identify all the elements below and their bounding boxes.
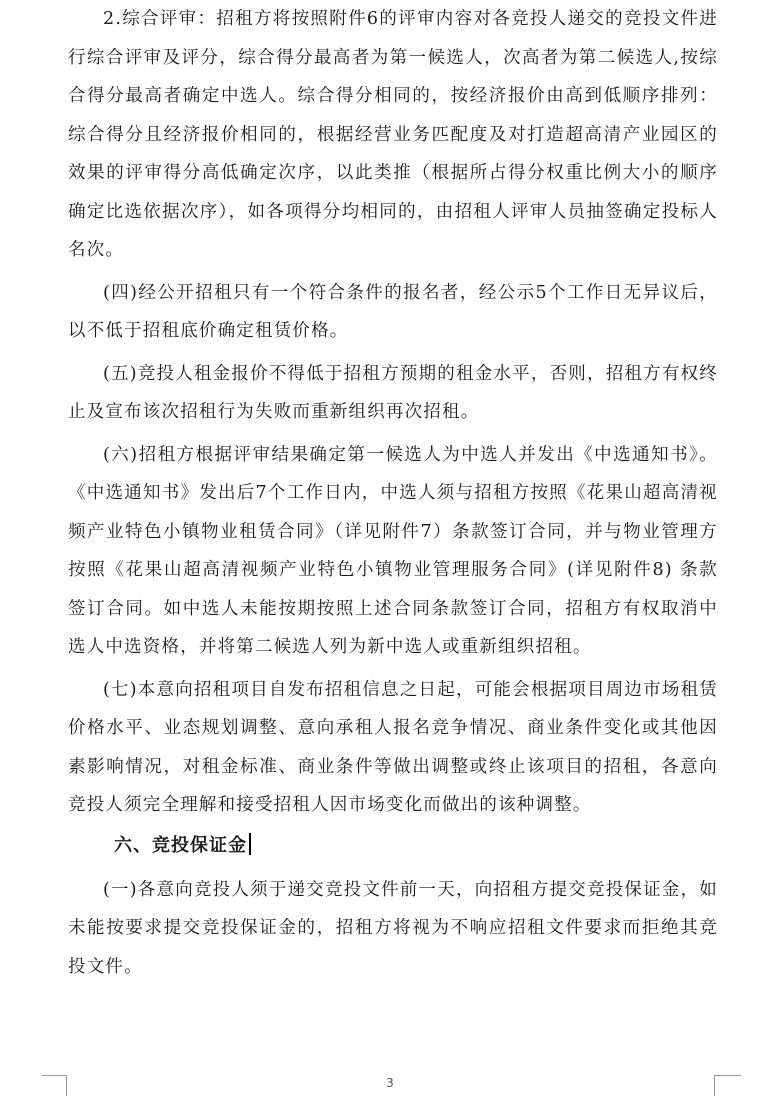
paragraph-item-4: (四)经公开招租只有一个符合条件的报名者，经公示5个工作日无异议后，以不低于招租底价确定租赁价格。 [68, 282, 718, 341]
page-number: 3 [386, 1076, 394, 1090]
document-body[interactable] [68, 0, 718, 986]
section-heading-text: 六、竞投保证金 [114, 834, 247, 856]
section-heading [68, 827, 718, 865]
paragraph-item-5: (五)竞投人租金报价不得低于招租方预期的租金水平，否则，招租方有权终止及宣布该次招租行为失败而重新组织再次招租。 [68, 363, 718, 422]
paragraph-item-7: (七)本意向招租项目自发布招租信息之日起，可能会根据项目周边市场租赁价格水平、业态规划调整、意向承租人报名竞争情况、商业条件变化或其他因素影响情况，对租金标准、商业条件等做出调整或终止该项目的招租，各意向竞投人须完全理解和接受招租人因市场变化而做出的该种调整。 [68, 679, 718, 815]
paragraph-comprehensive-review: 2.综合评审：招租方将按照附件6的评审内容对各竞投人递交的竞投文件进行综合评审及评分，综合得分最高者为第一候选人，次高者为第二候选人,按综合得分最高者确定中选人。综合得分相同的，按经济报价由高到低顺序排列：综合得分且经济报价相同的，根据经营业务匹配度及对打造超高清产业园区的效果的评审得分高低确定次序，以此类推（根据所占得分权重比例大小的顺序确定比选依据次序），如各项得分均相同的，由招租人评审人员抽签确定投标人名次。 [68, 9, 718, 260]
paragraph-item-6: (六)招租方根据评审结果确定第一候选人为中选人并发出《中选通知书》。《中选通知书》发出后7个工作日内，中选人须与招租方按照《花果山超高清视频产业特色小镇物业租赁合同》（详见附件7）条款签订合同，并与物业管理方按照《花果山超高清视频产业特色小镇物业管理服务合同》(详见附件8) 条款签订合同。如中选人未能按期按照上述合同条款签订合同，招租方有权取消中选人中选资格，并将第二候选人列为新中选人或重新组织招租。 [68, 444, 718, 657]
text-cursor [249, 833, 251, 855]
paragraph-deposit-item-1: (一)各意向竞投人须于递交竞投文件前一天，向招租方提交竞投保证金，如未能按要求提交竞投保证金的，招租方将视为不响应招租文件要求而拒绝其竞投文件。 [68, 879, 718, 977]
